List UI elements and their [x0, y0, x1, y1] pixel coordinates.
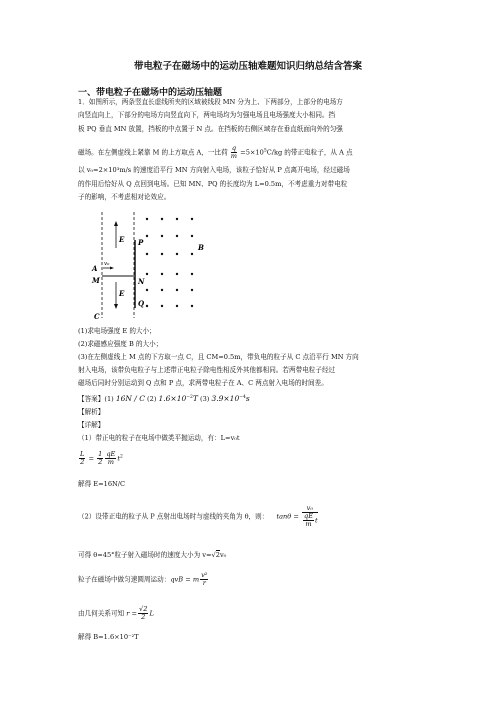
solution-step-6 [78, 606, 154, 621]
frac-num: √2 [139, 605, 148, 613]
label-n: N [138, 277, 145, 286]
label-m: M [92, 276, 100, 285]
question-3-line-2: 射入电场，该带负电粒子与上述带正电粒子除电性相反外其他都相同。若两带电粒子经过 [78, 366, 336, 374]
arrow-head-icon [114, 221, 118, 226]
frac-den: r [202, 579, 206, 587]
equation: qvB = m [170, 575, 200, 584]
problem-text: C/kg 的带正电粒子，从 A 点 [266, 148, 353, 157]
problem-text: =5×10 [240, 148, 264, 157]
problem-line-1: 1．如图所示，两条竖直长虚线所夹的区域被线段 MN 分为上、下两部分，上部分的电场方 [78, 98, 343, 106]
var-l: L [149, 609, 154, 618]
detail-heading: 【详解】 [78, 421, 105, 429]
frac [200, 572, 208, 587]
frac [303, 513, 314, 528]
tan-lhs: tanθ = [276, 512, 299, 521]
frac-den: m [305, 520, 312, 528]
label-a: A [92, 264, 98, 273]
problem-line-2: 向竖直向上，下部分的电场方向竖直向下，两电场均为匀强电场且电场强度大小相同。挡 [78, 111, 336, 119]
frac-den: 2 [98, 458, 103, 466]
answer-line [78, 393, 250, 404]
physics-figure [82, 210, 222, 322]
frac [105, 451, 116, 466]
page-title: 带电粒子在磁场中的运动压轴难题知识归纳总结含答案 [133, 61, 362, 72]
problem-line-6: 的作用后恰好从 Q 点回到电场。已知 MN、PQ 的长度均为 L=0.5m，不考虑重力对带电粒 [78, 180, 348, 188]
frac [302, 505, 318, 528]
frac-den: 2 [80, 458, 85, 466]
label-p: P [138, 238, 144, 247]
solution-step-5 [78, 572, 209, 587]
step-text: 粒子在磁场中做匀速圆周运动： [78, 575, 171, 584]
answer-2-unit: T [192, 394, 198, 404]
tan-equation [276, 505, 318, 528]
frac [79, 451, 85, 466]
problem-text: 磁场。在左侧虚线上紧靠 M 的上方取点 A，一比荷 [78, 148, 228, 157]
label-v0: v₀ [104, 261, 110, 267]
solution-step-1: （1）带正电的粒子在电场中做类平抛运动，有：L=v₀t [78, 434, 240, 442]
solution-step-7: 解得 B=1.6×10⁻²T [78, 633, 139, 641]
magnetic-field-dots [146, 218, 193, 307]
analysis-heading: 【解析】 [78, 408, 105, 416]
sqrt-value: 2 [215, 551, 220, 559]
answer-sep: (2) [144, 395, 159, 404]
answer-1: 16N / C [115, 394, 145, 404]
label-e-bottom: E [119, 289, 125, 298]
answer-prefix: 【答案】(1) [78, 395, 116, 404]
problem-line-7: 子的影响，不考虑相对论效应。 [78, 193, 171, 201]
solution-step-3 [78, 505, 319, 528]
problem-line-4 [78, 145, 353, 160]
arrow-head-icon [114, 304, 118, 309]
var-t: t [315, 516, 318, 525]
label-q: Q [138, 299, 145, 308]
exponent: 5 [263, 148, 267, 154]
frac-num: qE [303, 512, 314, 520]
step-text: 由几何关系可知 [78, 609, 125, 618]
answer-3-unit: s [245, 394, 250, 404]
solution-step-2: 解得 E=16N/C [78, 480, 126, 488]
arrow-head-icon [110, 267, 114, 270]
frac-den: m [107, 458, 114, 466]
question-1: (1)求电场强度 E 的大小； [78, 327, 156, 335]
equation-1 [78, 451, 123, 466]
sqrt-icon: √ [211, 551, 216, 559]
charge-mass-fraction [231, 145, 237, 160]
label-c: C [94, 312, 100, 321]
problem-line-5: 以 v₀=2×10³m/s 的速度沿平行 MN 方向射入电场，该粒子恰好从 P 点离开电场，经过磁场 [78, 166, 350, 174]
frac-num: q [231, 144, 237, 152]
answer-3: 3.9×10 [211, 394, 240, 404]
equals: = [86, 454, 97, 463]
frac-den: m [230, 152, 238, 160]
step-text: 可得 θ=45°粒子射入磁场时的速度大小为 v= [78, 551, 212, 559]
frac-den: 2 [141, 613, 146, 621]
var-t: t [117, 454, 121, 463]
frac-den [302, 513, 318, 528]
exponent: 2 [120, 454, 123, 460]
frac [97, 451, 103, 466]
question-2: (2)求磁感应强度 B 的大小； [78, 340, 163, 348]
frac [138, 606, 148, 621]
problem-line-3: 板 PQ 垂直 MN 放置，挡板的中点置于 N 点。在挡板的右侧区域存在垂直纸面向外的匀强 [78, 125, 343, 133]
answer-sep: (3) [197, 395, 212, 404]
question-3-line-3: 磁场后同时分别运动到 Q 点和 P 点，求两带电粒子在 A、C 两点射入电场的时间差。 [78, 379, 328, 387]
answer-2: 1.6×10 [158, 394, 187, 404]
question-3-line-1: (3)在左侧虚线上 M 点的下方取一点 C，且 CM=0.5m，带负电的粒子从 C 点沿平行 MN 方向 [78, 353, 359, 361]
equation: r = [126, 609, 138, 618]
label-b: B [198, 243, 204, 252]
step-text: （2）设带正电的粒子从 P 点射出电场时与虚线的夹角为 θ，则： [78, 512, 269, 521]
answer-2-exp: −2 [186, 395, 193, 400]
answer-3-exp: −4 [239, 395, 246, 400]
frac-num: qE [106, 450, 116, 458]
solution-step-4 [78, 551, 226, 560]
section-heading: 一、带电粒子在磁场中的运动压轴题 [78, 88, 223, 98]
step-text: v₀ [219, 551, 227, 559]
frac-num: 1 [98, 450, 103, 458]
frac-num: v₀ [302, 505, 318, 513]
frac-num: L [80, 450, 85, 458]
frac-num: v² [201, 571, 208, 579]
label-e-top: E [119, 235, 125, 244]
